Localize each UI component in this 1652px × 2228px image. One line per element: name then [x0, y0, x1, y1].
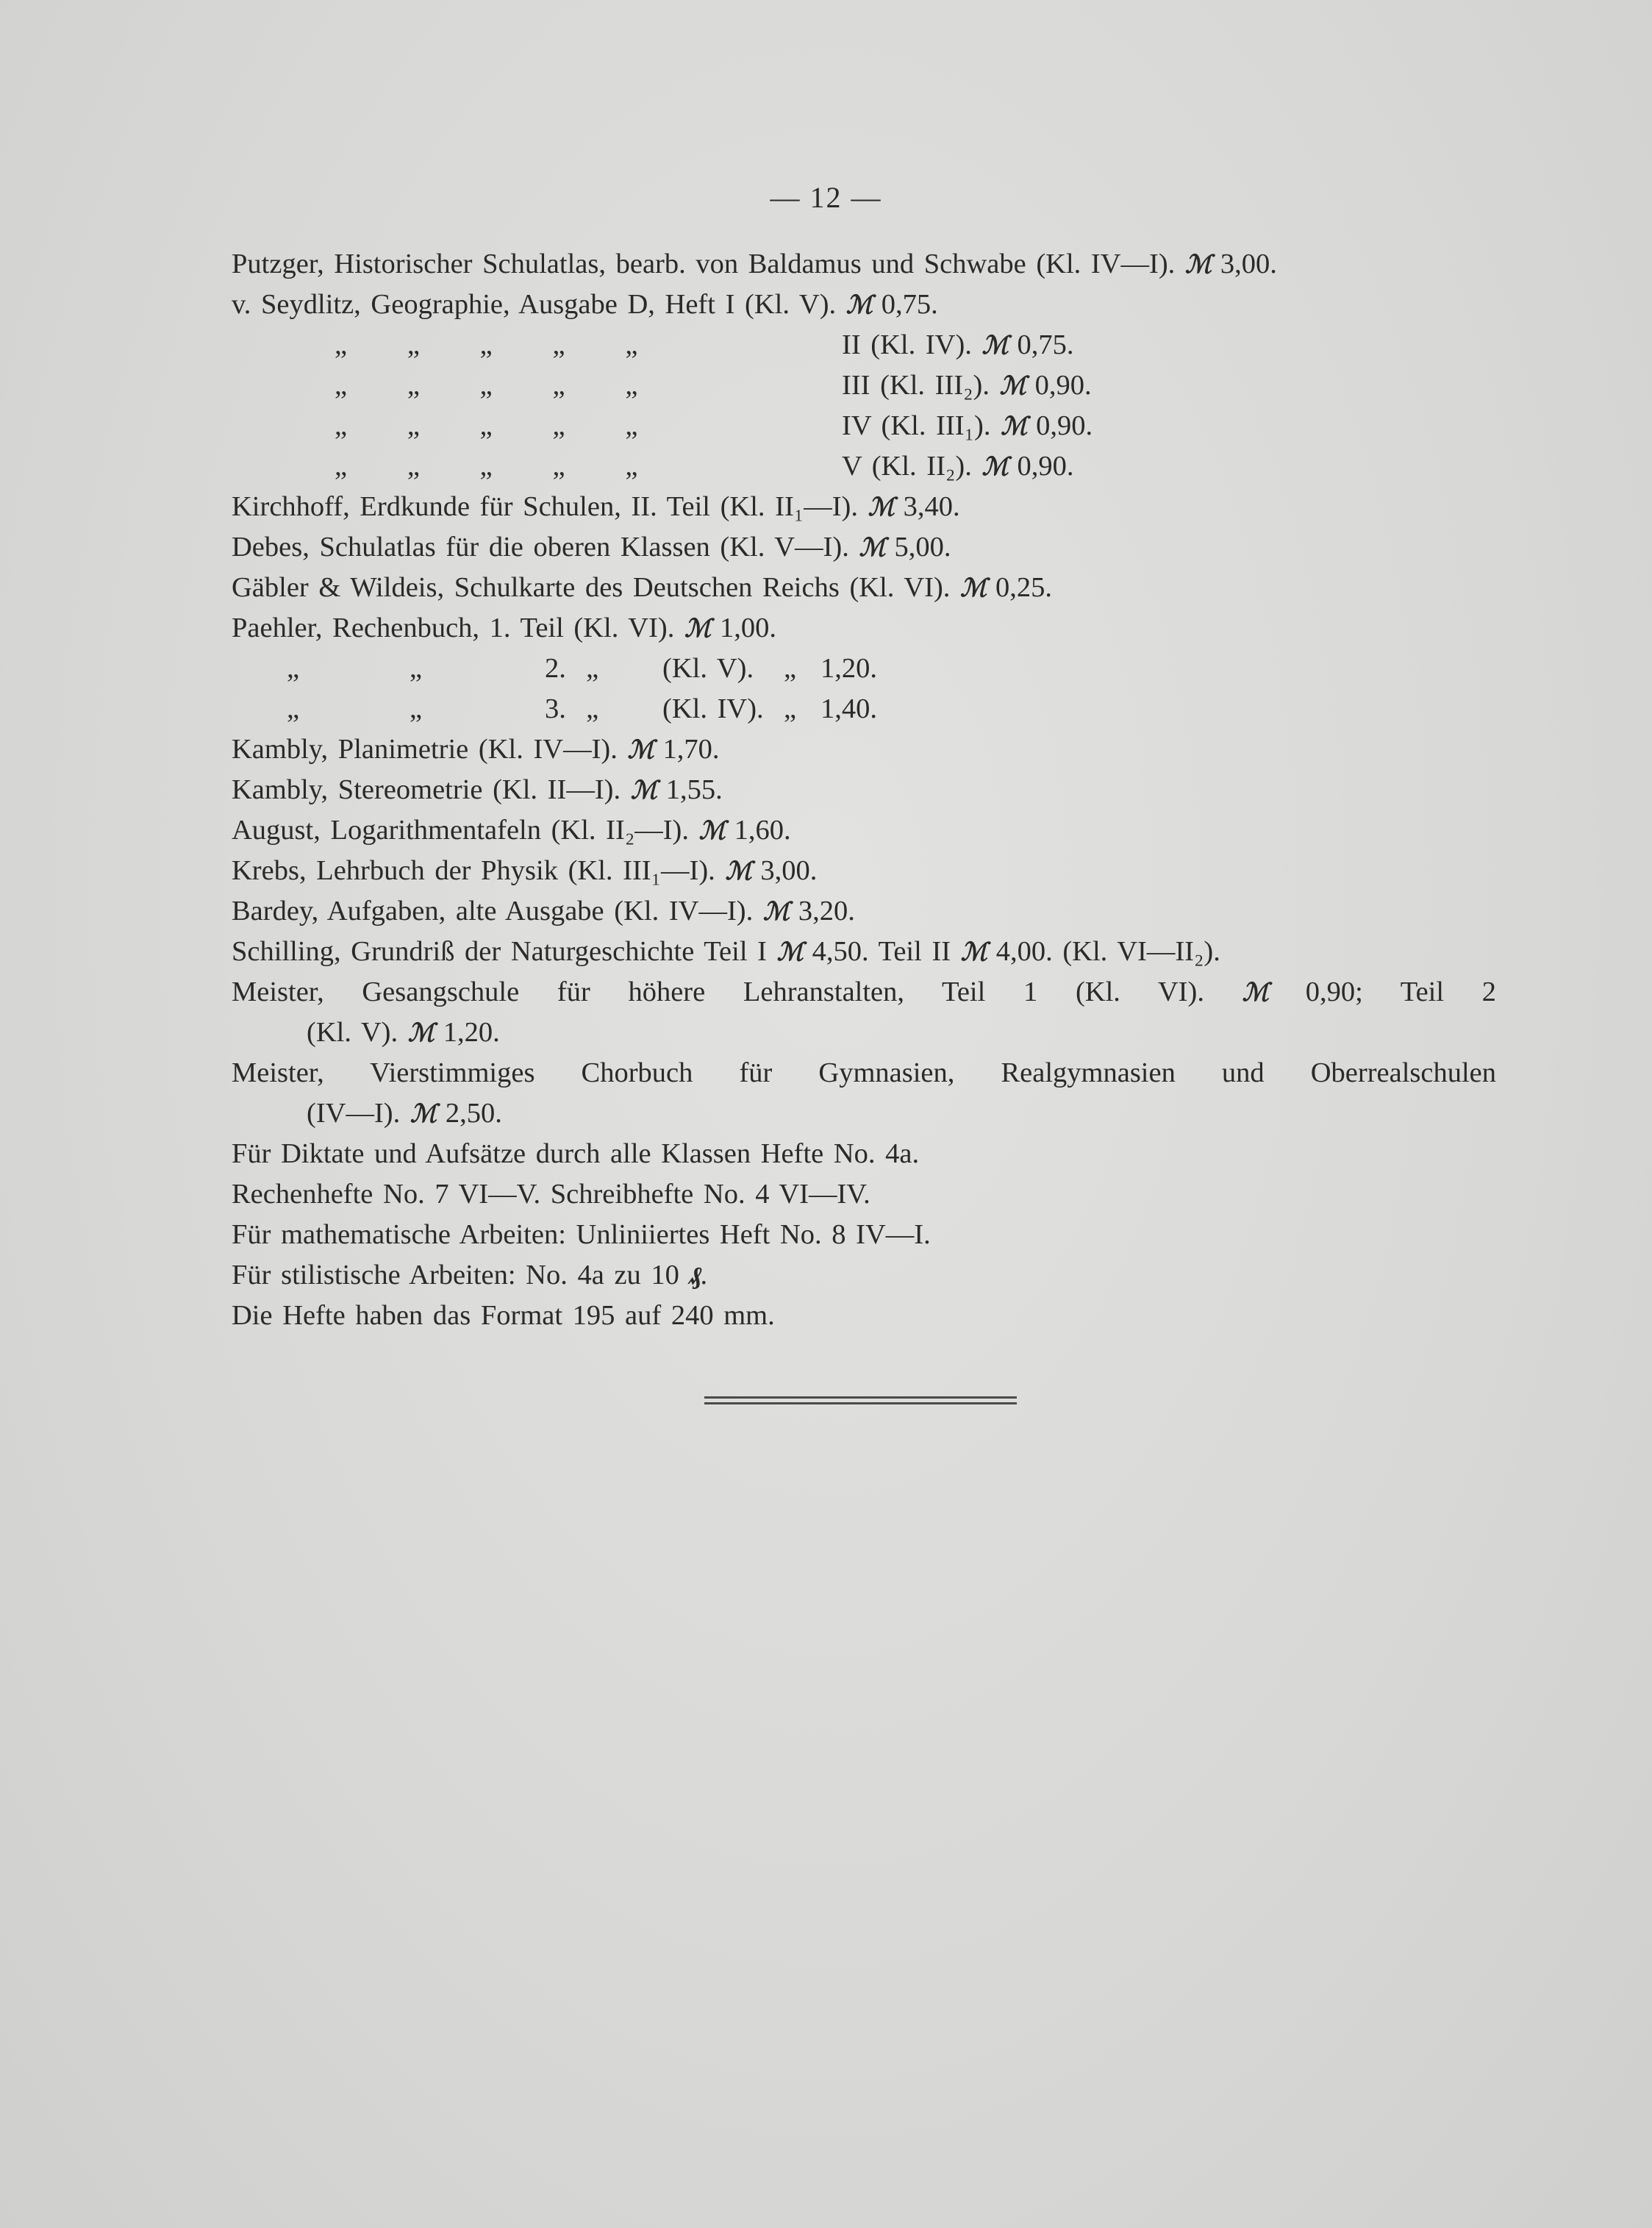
- mark-icon: ℳ: [845, 290, 872, 320]
- entry-text: Bardey, Aufgaben, alte Ausgabe (Kl. IV—I).: [232, 896, 754, 926]
- mark-icon: ℳ: [407, 1018, 434, 1048]
- entry-price: 0,75.: [1017, 329, 1074, 360]
- mark-icon: ℳ: [868, 493, 893, 522]
- entry-text: IV (Kl. III₁).: [842, 410, 991, 441]
- note-diktate: Für Diktate und Aufsätze durch alle Klassen Hefte No. 4a.: [232, 1138, 920, 1169]
- ditto-marks: „ „: [287, 693, 423, 724]
- entry-text: II (Kl. IV).: [842, 329, 972, 360]
- entry-teil: 3. „: [545, 693, 599, 724]
- mark-icon: ℳ: [981, 331, 1007, 360]
- ditto-marks: „ „ „ „ „: [335, 370, 638, 401]
- entry-text: Für stilistische Arbeiten: No. 4a zu 10: [232, 1260, 679, 1290]
- note-rechenhefte: Rechenhefte No. 7 VI—V. Schreibhefte No. 4 VI—IV.: [232, 1179, 870, 1210]
- ditto-marks: „ „: [287, 653, 423, 684]
- entry-text: Paehler, Rechenbuch, 1. Teil (Kl. VI).: [232, 613, 675, 643]
- mark-icon: ℳ: [859, 533, 884, 563]
- entry-price: 3,40.: [903, 491, 960, 522]
- mark-icon: ℳ: [725, 857, 751, 886]
- mark-icon: ℳ: [1242, 978, 1267, 1007]
- entry-text: III (Kl. III₂).: [842, 370, 990, 401]
- entry-bardey: [232, 891, 1496, 932]
- entry-schilling: [232, 932, 1496, 972]
- entry-text: Teil 2: [1400, 976, 1496, 1007]
- entry-price: 1,60.: [734, 815, 791, 846]
- entry-price: 3,00.: [1220, 249, 1277, 279]
- entry-kl: (Kl. IV).: [662, 693, 764, 724]
- note-mathematik: Für mathematische Arbeiten: Unliniiertes Heft No. 8 IV—I.: [232, 1219, 931, 1250]
- entry-kl: (Kl. V).: [662, 653, 754, 684]
- entry-price: 5,00.: [894, 532, 951, 563]
- mark-icon: ℳ: [627, 735, 653, 765]
- entry-gaebler: [232, 568, 1496, 608]
- entry-paehler-3: [232, 689, 1496, 729]
- entry-text: August, Logarithmentafeln (Kl. II₂—I).: [232, 815, 690, 846]
- entry-meister-chorbuch: [232, 1053, 1496, 1093]
- entry-price: 1,20.: [820, 653, 877, 684]
- note-format: Die Hefte haben das Format 195 auf 240 mm.: [232, 1300, 775, 1331]
- mark-icon: ℳ: [999, 371, 1025, 401]
- entry-text: Kambly, Stereometrie (Kl. II—I).: [232, 774, 621, 805]
- entry-price: 0,90.: [1017, 451, 1074, 482]
- entry-kambly-stereometrie: [232, 770, 1496, 810]
- entry-text: Krebs, Lehrbuch der Physik (Kl. III₁—I).: [232, 855, 715, 886]
- entry-seydlitz-5: [232, 446, 1496, 487]
- entry-text: Meister, Vierstimmiges Chorbuch für Gymnasien, Realgymnasien und Oberrealschulen: [232, 1057, 1496, 1088]
- entry-debes: [232, 527, 1496, 568]
- mark-icon: ℳ: [410, 1099, 436, 1129]
- entry-price: 0,90;: [1305, 976, 1363, 1007]
- entry-kambly-planimetrie: [232, 729, 1496, 770]
- entry-text: Gäbler & Wildeis, Schulkarte des Deutschen Reichs (Kl. VI).: [232, 572, 951, 603]
- entry-text: Debes, Schulatlas für die oberen Klassen (Kl. V—I).: [232, 532, 849, 563]
- mark-icon: ℳ: [698, 816, 724, 846]
- entry-price: 0,90.: [1034, 370, 1092, 401]
- ditto-price: „: [784, 693, 797, 724]
- mark-icon: ℳ: [776, 938, 802, 967]
- entry-price: 1,40.: [820, 693, 877, 724]
- entry-text: V (Kl. II₂).: [842, 451, 972, 482]
- entry-price: 0,90.: [1036, 410, 1093, 441]
- entry-krebs: [232, 851, 1496, 891]
- entry-paehler-1: [232, 608, 1496, 649]
- entry-text: Kirchhoff, Erdkunde für Schulen, II. Teil (Kl. II₁—I).: [232, 491, 858, 522]
- entry-text: (Kl. V).: [307, 1017, 398, 1048]
- pfennig-icon: ₰: [689, 1261, 701, 1290]
- book-list: [232, 244, 1496, 1336]
- ditto-marks: „ „ „ „ „: [335, 410, 638, 441]
- entry-price: 1,00.: [719, 613, 776, 643]
- entry-meister-gesangschule: [232, 972, 1496, 1013]
- mark-icon: ℳ: [630, 776, 657, 805]
- entry-putzger: [232, 244, 1496, 285]
- entry-text: Teil II: [878, 936, 951, 967]
- entry-kirchhoff: [232, 487, 1496, 527]
- entry-price: 1,55.: [665, 774, 723, 805]
- mark-icon: ℳ: [981, 452, 1007, 482]
- entry-price: 4,00.: [995, 936, 1053, 967]
- mark-icon: ℳ: [762, 897, 789, 926]
- ditto-price: „: [784, 653, 797, 684]
- mark-icon: ℳ: [960, 574, 986, 603]
- entry-text: v. Seydlitz, Geographie, Ausgabe D, Heft I (Kl. V).: [232, 289, 837, 320]
- entry-price: 1,20.: [443, 1017, 500, 1048]
- mark-icon: ℳ: [684, 614, 710, 643]
- entry-price: 3,00.: [760, 855, 818, 886]
- entry-price: 2,50.: [445, 1098, 502, 1129]
- entry-text: Putzger, Historischer Schulatlas, bearb. von Baldamus und Schwabe (Kl. IV—I).: [232, 249, 1176, 279]
- note-period: .: [700, 1260, 708, 1290]
- entry-seydlitz-4: [232, 406, 1496, 446]
- ditto-marks: „ „ „ „ „: [335, 329, 638, 360]
- entry-teil: 2. „: [545, 653, 599, 684]
- entry-seydlitz-3: [232, 365, 1496, 406]
- entry-seydlitz-1: [232, 285, 1496, 325]
- closing-double-rule: [704, 1395, 1017, 1407]
- note-stilistisch: [232, 1255, 1496, 1296]
- entry-meister-gesangschule-cont: [232, 1013, 1496, 1053]
- entry-paehler-2: [232, 649, 1496, 689]
- rule-line: [704, 1396, 1017, 1399]
- ditto-marks: „ „ „ „ „: [335, 451, 638, 482]
- entry-price: 0,75.: [881, 289, 938, 320]
- entry-text: (IV—I).: [307, 1098, 401, 1129]
- mark-icon: ℳ: [1184, 250, 1211, 279]
- entry-text: Meister, Gesangschule für höhere Lehranstalten, Teil 1 (Kl. VI).: [232, 976, 1204, 1007]
- entry-price: 4,50.: [812, 936, 869, 967]
- rule-line: [704, 1402, 1017, 1404]
- entry-price: 3,20.: [798, 896, 855, 926]
- page-number: — 12 —: [770, 181, 882, 214]
- entry-kl: (Kl. VI—II₂).: [1062, 936, 1220, 967]
- entry-text: Schilling, Grundriß der Naturgeschichte Teil I: [232, 936, 767, 967]
- entry-august: [232, 810, 1496, 851]
- mark-icon: ℳ: [960, 938, 987, 967]
- mark-icon: ℳ: [1001, 412, 1026, 441]
- entry-meister-chorbuch-cont: [232, 1093, 1496, 1134]
- entry-price: 0,25.: [995, 572, 1053, 603]
- entry-price: 1,70.: [662, 734, 720, 765]
- entry-text: Kambly, Planimetrie (Kl. IV—I).: [232, 734, 618, 765]
- entry-seydlitz-2: [232, 325, 1496, 365]
